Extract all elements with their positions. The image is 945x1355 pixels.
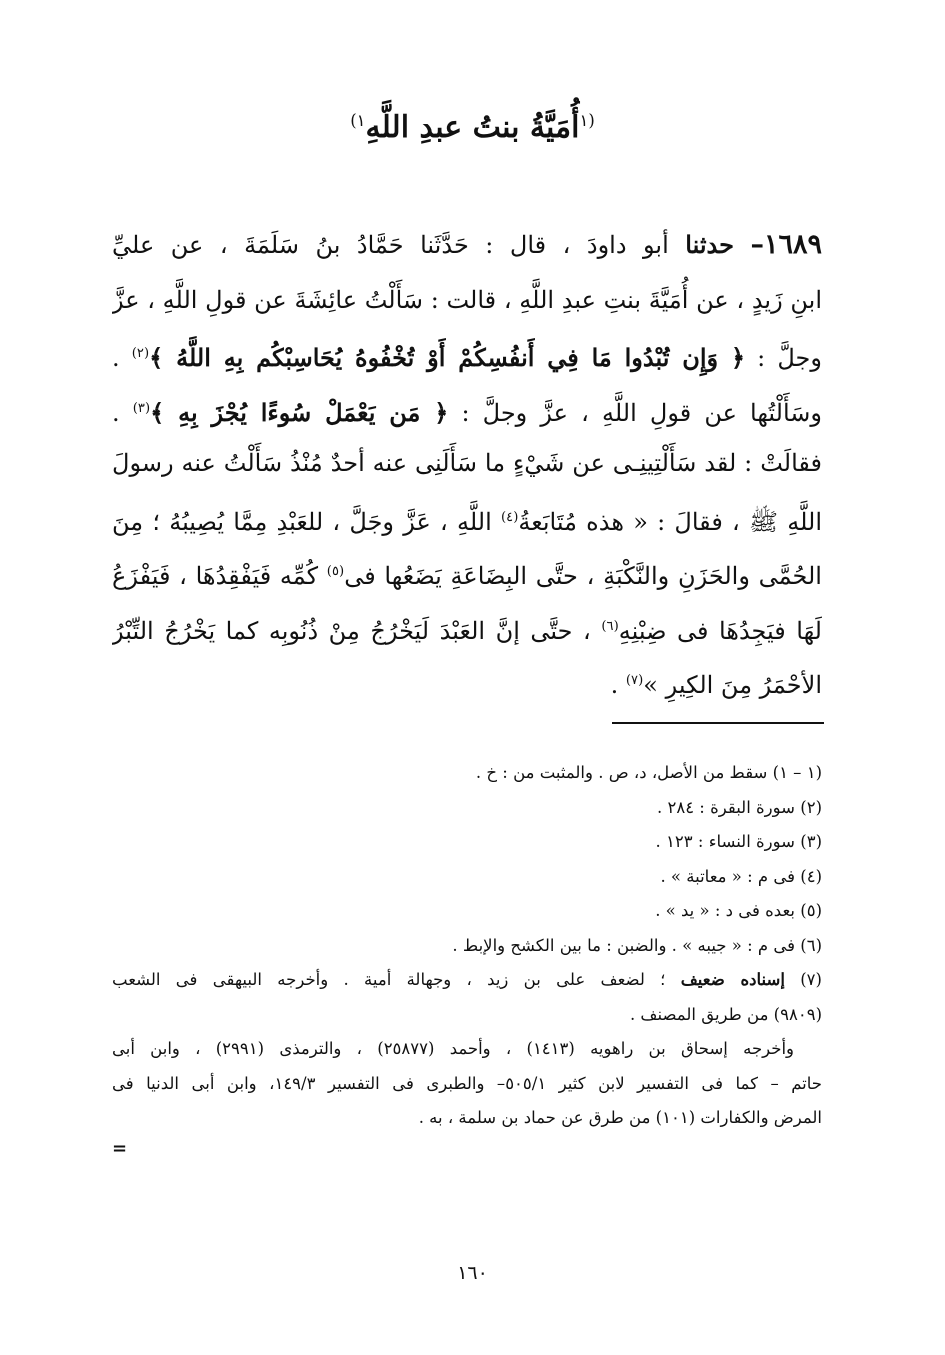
hadith-line-4: [112, 382, 822, 437]
footnote-1: (١ – ١) سقط من الأصل، د، ص . والمثبت من : خ .: [475, 763, 822, 782]
chapter-title: [0, 110, 945, 145]
hadith-line-post: .: [112, 344, 132, 372]
hadith-line-post: كُمِّه فَيَفْقِدُهَا ، فَيَفْزَعُ: [112, 562, 327, 590]
hadith-line-text: ابنِ زَيدٍ ، عن أُمَيَّةَ بنتِ عبدِ اللَّهِ ، قالت : سَأَلْتُ عائِشَةَ عن قولِ اللَّهِ ، عزَّ: [112, 285, 822, 314]
hadith-line-post: .: [610, 671, 626, 699]
hadith-line-1: [112, 218, 822, 273]
hadith-line-pre: الحُمَّى والحَزَنِ والنَّكْبَةِ ، حتَّى البِضَاعَةِ يَضَعُها فى: [344, 562, 822, 590]
footnotes: [112, 756, 822, 1136]
hadith-line-text: فقالَتْ : لقد سَأَلْتِينِـى عن شَيْءٍ ما سَأَلَنِى عنه أحدٌ مُنْذُ سَأَلْتُ عنه رسولَ: [112, 449, 822, 477]
footnote-2: (٢) سورة البقرة : ٢٨٤ .: [656, 797, 822, 817]
footnote-7-takhrij-2: حاتم – كما فى التفسير لابن كثير ٥٠٥/١– والطبرى فى التفسير ١٤٩/٣، وابن أبى الدنيا فى: [112, 1073, 822, 1093]
footnote-7-prefix: (٧): [784, 970, 822, 989]
footnote-4: (٤) فى م : « معاتبة » .: [660, 866, 822, 886]
hadith-line-pre: وجلَّ :: [745, 344, 822, 372]
hadith-line-pre: الأحْمَرُ مِنَ الكِيرِ »: [643, 671, 822, 699]
footnote-3: (٣) سورة النساء : ١٢٣ .: [655, 832, 822, 851]
hadith-line-3: [112, 327, 822, 382]
hadith-line-9: [112, 654, 822, 709]
hadith-line-post: .: [112, 398, 133, 427]
hadith-line-pre: وسَأَلْتُها عن قولِ اللَّهِ ، عزَّ وجلَّ :: [448, 398, 822, 427]
hadith-line-7: [112, 545, 822, 600]
footnote-6: (٦) فى م : « جيبه » . والضبن : ما بين الكشح والإبط .: [452, 935, 822, 955]
footnote-ref-close: ١): [350, 111, 366, 130]
footnote-ref: (٦): [601, 618, 619, 634]
hadith-number: ١٦٨٩–: [750, 229, 822, 260]
footnote-5: (٥) بعده فى د : « يد » .: [655, 901, 822, 920]
hadith-line-text: أبو داودَ ، قال : حَدَّثَنا حَمَّادُ بنُ سَلَمَةَ ، عن عليِّ: [112, 231, 686, 259]
hadith-line-pre: لَهَا فيَجِدُهَا فى ضِبْنِهِ: [618, 616, 822, 645]
footnote-7-rest: ؛ لضعف على بن زيد ، وجهالة أمية . وأخرجه البيهقى فى الشعب: [112, 970, 681, 989]
hadith-body: [112, 218, 822, 709]
footnote-ref: (٣): [132, 400, 151, 416]
footnote-ref: (٢): [131, 346, 150, 361]
footnote-ref-open: (١: [579, 111, 595, 130]
quran-verse: ﴿ وَإِن تُبْدُوا مَا فِي أَنفُسِكُمْ أَوْ تُخْفُوهُ يُحَاسِبْكُم بِهِ اللَّهُ ﴾: [149, 343, 746, 372]
footnote-ref: (٧): [625, 673, 644, 688]
hadith-line-2: [112, 273, 822, 328]
footnote-separator: [612, 722, 824, 724]
page-number: ١٦٠: [457, 1262, 488, 1284]
footnote-7: [112, 963, 822, 998]
hadith-lead: حدثنا: [685, 230, 734, 259]
footnote-7-verdict: إسناده ضعيف: [680, 970, 785, 989]
footnote-7-takhrij-1: وأخرجه إسحاق بن راهويه (١٤١٣) ، وأحمد (٢٥٨٧٧) ، والترمذى (٢٩٩١) ، وابن أبى: [112, 1039, 795, 1058]
quran-verse: ﴿ مَن يَعْمَلْ سُوءًا يُجْزَ بِهِ ﴾: [150, 397, 449, 427]
hadith-line-post: اللَّهِ ، عَزَّ وجَلَّ ، للعَبْدِ مِمَّا يُصِيبُهُ ؛ مِنَ: [112, 507, 501, 536]
hadith-line-post: ، حتَّى إنَّ العَبْدَ لَيَخْرُجُ مِنْ ذُنُوبِه كما يَخْرُجُ التِّبْرُ: [112, 616, 602, 645]
hadith-line-6: [112, 491, 822, 546]
hadith-line-8: [112, 600, 822, 655]
footnote-7-cont: (٩٨٠٩) من طريق المصنف .: [629, 1004, 822, 1024]
footnote-ref: (٥): [326, 564, 345, 579]
hadith-line-pre: اللَّهِ ﷺ ، فقالَ : « هذه مُتَابَعةُ: [518, 507, 822, 536]
footnote-7-takhrij-3: المرض والكفارات (١٠١) من طرق عن حماد بن سلمة ، به .: [418, 1108, 822, 1127]
continuation-mark: =: [112, 1138, 128, 1159]
hadith-line-5: [112, 436, 822, 491]
chapter-title-text: أُمَيَّةُ بنتُ عبدِ اللَّهِ: [365, 110, 580, 145]
footnote-ref: (٤): [501, 509, 519, 525]
